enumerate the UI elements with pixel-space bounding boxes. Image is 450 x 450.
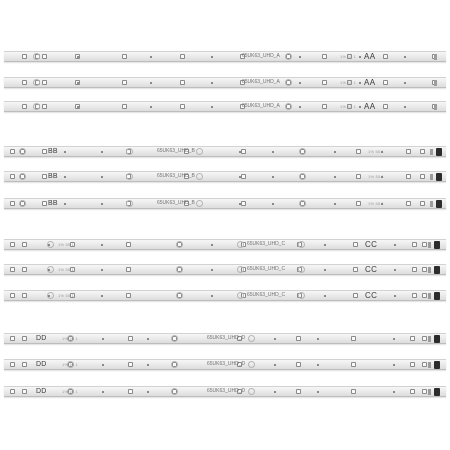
led-chip <box>322 54 327 59</box>
led-chip <box>322 80 327 85</box>
strip-code-label: CC <box>365 265 378 274</box>
strip-connector <box>434 335 440 343</box>
led-strip-aa-1 <box>4 51 446 62</box>
lens-ring <box>33 79 40 86</box>
led-strip-cc-2 <box>4 264 446 275</box>
led-chip <box>180 104 185 109</box>
mount-hole <box>274 391 276 393</box>
led-chip <box>180 80 185 85</box>
strip-code-label: BB <box>48 200 58 207</box>
mount-hole <box>317 338 319 340</box>
led-chip <box>383 104 388 109</box>
mount-hole <box>299 56 301 58</box>
mount-hole <box>334 176 336 178</box>
strip-connector <box>434 388 440 396</box>
mount-hole <box>147 391 149 393</box>
led-chip <box>180 54 185 59</box>
led-chip <box>22 362 27 367</box>
mount-hole <box>299 106 301 108</box>
strip-end-tab <box>428 293 431 299</box>
mount-hole <box>359 106 361 108</box>
led-chip <box>10 242 15 247</box>
led-chip <box>42 54 47 59</box>
led-chip <box>42 174 47 179</box>
led-chip <box>410 389 415 394</box>
lens-ring <box>248 388 255 395</box>
mount-hole <box>77 56 79 58</box>
strip-small-print: 1% 55 1 <box>340 80 357 85</box>
led-strip-aa-2 <box>4 77 446 88</box>
lens-ring <box>285 53 292 60</box>
mount-hole <box>239 151 241 153</box>
strip-code-label: CC <box>365 240 378 249</box>
led-chip <box>122 54 127 59</box>
mount-hole <box>404 106 406 108</box>
led-chip <box>420 174 425 179</box>
mount-hole <box>324 244 326 246</box>
mount-hole <box>102 364 104 366</box>
strip-model-label: 65UK63_UHD_C <box>247 266 286 272</box>
strip-small-print: 1% 55 1 <box>340 54 357 59</box>
strip-end-tab <box>428 389 431 395</box>
lens-ring <box>299 200 306 207</box>
strip-small-print: 1% 55 1 <box>58 293 75 298</box>
mount-hole <box>239 176 241 178</box>
mount-hole <box>211 56 213 58</box>
strip-model-label: 65UK63_UHD_A <box>242 53 280 59</box>
mount-hole <box>324 295 326 297</box>
lens-ring <box>298 292 305 299</box>
mount-hole <box>317 391 319 393</box>
led-strip-dd-3 <box>4 386 446 397</box>
strip-code-label: DD <box>36 361 47 368</box>
strip-model-label: 65UK63_UHD_B <box>157 173 195 179</box>
strip-model-label: 65UK63_UHD_D <box>207 361 246 367</box>
led-chip <box>422 242 427 247</box>
lens-ring <box>176 241 183 248</box>
strip-end-tab <box>428 267 431 273</box>
mount-hole <box>48 295 50 297</box>
lens-ring <box>33 103 40 110</box>
strip-connector <box>436 173 442 181</box>
led-chip <box>126 293 131 298</box>
strip-model-label: 65UK63_UHD_C <box>247 292 286 298</box>
led-chip <box>22 104 27 109</box>
led-chip <box>22 54 27 59</box>
lens-ring <box>126 200 133 207</box>
strip-model-label: 65UK63_UHD_A <box>242 79 280 85</box>
led-chip <box>406 201 411 206</box>
strip-small-print: 1% 55 1 <box>58 242 75 247</box>
led-chip <box>10 336 15 341</box>
mount-hole <box>317 364 319 366</box>
led-chip <box>412 242 417 247</box>
mount-hole <box>334 151 336 153</box>
strip-small-print: 1% 55 1 <box>368 174 385 179</box>
mount-hole <box>101 295 103 297</box>
lens-ring <box>248 335 255 342</box>
led-chip <box>10 293 15 298</box>
strip-code-label: DD <box>36 388 47 395</box>
mount-hole <box>147 338 149 340</box>
strip-small-print: 1% 55 1 <box>62 336 79 341</box>
strip-small-print: 1% 55 1 <box>62 362 79 367</box>
lens-ring <box>126 148 133 155</box>
mount-hole <box>150 82 152 84</box>
mount-hole <box>211 244 213 246</box>
lens-ring <box>196 173 203 180</box>
lens-ring <box>298 241 305 248</box>
mount-hole <box>272 176 274 178</box>
strip-model-label: 65UK63_UHD_C <box>247 241 286 247</box>
led-strip-cc-3 <box>4 290 446 301</box>
mount-hole <box>393 338 395 340</box>
led-chip <box>296 389 301 394</box>
mount-hole <box>48 269 50 271</box>
mount-hole <box>394 244 396 246</box>
mount-hole <box>359 82 361 84</box>
strip-code-label: BB <box>48 173 58 180</box>
mount-hole <box>359 56 361 58</box>
led-chip <box>42 80 47 85</box>
led-chip <box>10 362 15 367</box>
mount-hole <box>64 176 66 178</box>
mount-hole <box>334 203 336 205</box>
led-chip <box>22 267 27 272</box>
lens-ring <box>237 241 244 248</box>
led-chip <box>353 267 358 272</box>
mount-hole <box>150 56 152 58</box>
mount-hole <box>393 391 395 393</box>
lens-ring <box>298 266 305 273</box>
led-chip <box>322 104 327 109</box>
led-chip <box>406 149 411 154</box>
mount-hole <box>101 203 103 205</box>
led-chip <box>351 389 356 394</box>
led-chip <box>10 174 15 179</box>
strip-connector <box>434 292 440 300</box>
strip-end-tab <box>430 201 433 207</box>
led-chip <box>351 336 356 341</box>
strip-code-label: AA <box>364 102 376 111</box>
led-chip <box>420 149 425 154</box>
strip-model-label: 65UK63_UHD_B <box>157 200 195 206</box>
led-chip <box>128 336 133 341</box>
strip-end-tab <box>428 362 431 368</box>
mount-hole <box>324 269 326 271</box>
lens-ring <box>285 103 292 110</box>
mount-hole <box>239 203 241 205</box>
led-chip <box>356 174 361 179</box>
strip-end-tab <box>430 174 433 180</box>
lens-ring <box>196 200 203 207</box>
led-chip <box>22 80 27 85</box>
mount-hole <box>394 269 396 271</box>
strip-end-tab <box>434 80 437 86</box>
led-strip-dd-1 <box>4 333 446 344</box>
strip-code-label: BB <box>48 148 58 155</box>
led-chip <box>128 362 133 367</box>
strip-code-label: DD <box>36 335 47 342</box>
led-chip <box>42 201 47 206</box>
lens-ring <box>176 292 183 299</box>
led-chip <box>422 267 427 272</box>
strip-connector <box>436 200 442 208</box>
led-chip <box>406 174 411 179</box>
led-chip <box>422 389 427 394</box>
lens-ring <box>299 148 306 155</box>
lens-ring <box>171 361 178 368</box>
lens-ring <box>237 292 244 299</box>
lens-ring <box>171 335 178 342</box>
led-chip <box>356 149 361 154</box>
lens-ring <box>19 173 26 180</box>
mount-hole <box>211 106 213 108</box>
mount-hole <box>102 391 104 393</box>
strip-end-tab <box>430 149 433 155</box>
strip-end-tab <box>434 54 437 60</box>
led-chip <box>412 267 417 272</box>
mount-hole <box>101 176 103 178</box>
led-chip <box>422 362 427 367</box>
led-chip <box>422 293 427 298</box>
mount-hole <box>150 106 152 108</box>
led-chip <box>353 242 358 247</box>
strip-connector <box>434 361 440 369</box>
mount-hole <box>48 244 50 246</box>
led-chip <box>126 267 131 272</box>
strip-model-label: 65UK63_UHD_B <box>157 148 195 154</box>
strip-connector <box>434 241 440 249</box>
strip-small-print: 1% 55 1 <box>58 267 75 272</box>
led-chip <box>42 104 47 109</box>
led-strip-bb-2 <box>4 171 446 182</box>
led-chip <box>383 54 388 59</box>
strip-model-label: 65UK63_UHD_D <box>207 335 246 341</box>
mount-hole <box>101 244 103 246</box>
led-chip <box>410 362 415 367</box>
mount-hole <box>272 203 274 205</box>
led-chip <box>126 242 131 247</box>
mount-hole <box>64 151 66 153</box>
led-chip <box>22 293 27 298</box>
strip-small-print: 1% 55 1 <box>340 104 357 109</box>
mount-hole <box>404 82 406 84</box>
mount-hole <box>274 364 276 366</box>
led-chip <box>383 80 388 85</box>
strip-model-label: 65UK63_UHD_A <box>242 103 280 109</box>
led-chip <box>122 104 127 109</box>
led-chip <box>296 336 301 341</box>
lens-ring <box>126 173 133 180</box>
strip-small-print: 1% 55 1 <box>368 149 385 154</box>
led-chip <box>420 201 425 206</box>
strip-model-label: 65UK63_UHD_D <box>207 388 246 394</box>
lens-ring <box>196 148 203 155</box>
led-strip-bb-1 <box>4 146 446 157</box>
strip-end-tab <box>428 336 431 342</box>
led-chip <box>410 336 415 341</box>
led-chip <box>22 389 27 394</box>
led-strip-aa-3 <box>4 101 446 112</box>
strip-small-print: 1% 55 1 <box>368 201 385 206</box>
mount-hole <box>101 269 103 271</box>
mount-hole <box>101 151 103 153</box>
mount-hole <box>147 364 149 366</box>
lens-ring <box>248 361 255 368</box>
led-chip <box>22 242 27 247</box>
mount-hole <box>404 56 406 58</box>
mount-hole <box>211 269 213 271</box>
led-chip <box>128 389 133 394</box>
led-chip <box>356 201 361 206</box>
lens-ring <box>285 79 292 86</box>
lens-ring <box>19 148 26 155</box>
led-strip-cc-1 <box>4 239 446 250</box>
strip-end-tab <box>434 104 437 110</box>
led-strip-dd-2 <box>4 359 446 370</box>
led-chip <box>10 389 15 394</box>
lens-ring <box>176 266 183 273</box>
strip-code-label: CC <box>365 291 378 300</box>
led-chip <box>10 149 15 154</box>
led-chip <box>122 80 127 85</box>
mount-hole <box>299 82 301 84</box>
led-chip <box>241 149 246 154</box>
lens-ring <box>299 173 306 180</box>
led-chip <box>241 174 246 179</box>
led-chip <box>10 267 15 272</box>
led-chip <box>10 201 15 206</box>
strip-small-print: 1% 55 1 <box>62 389 79 394</box>
mount-hole <box>102 338 104 340</box>
led-chip <box>412 293 417 298</box>
mount-hole <box>274 338 276 340</box>
mount-hole <box>211 82 213 84</box>
led-chip <box>296 362 301 367</box>
led-strip-bb-3 <box>4 198 446 209</box>
lens-ring <box>19 200 26 207</box>
mount-hole <box>394 295 396 297</box>
strip-code-label: AA <box>364 78 376 87</box>
lens-ring <box>237 266 244 273</box>
led-chip <box>353 293 358 298</box>
led-chip <box>42 149 47 154</box>
mount-hole <box>77 106 79 108</box>
mount-hole <box>77 82 79 84</box>
strip-connector <box>436 148 442 156</box>
mount-hole <box>64 203 66 205</box>
mount-hole <box>211 295 213 297</box>
mount-hole <box>272 151 274 153</box>
strip-code-label: AA <box>364 52 376 61</box>
strip-end-tab <box>428 242 431 248</box>
led-chip <box>241 201 246 206</box>
lens-ring <box>171 388 178 395</box>
strip-connector <box>434 266 440 274</box>
led-chip <box>422 336 427 341</box>
led-chip <box>351 362 356 367</box>
mount-hole <box>393 364 395 366</box>
lens-ring <box>33 53 40 60</box>
led-chip <box>22 336 27 341</box>
